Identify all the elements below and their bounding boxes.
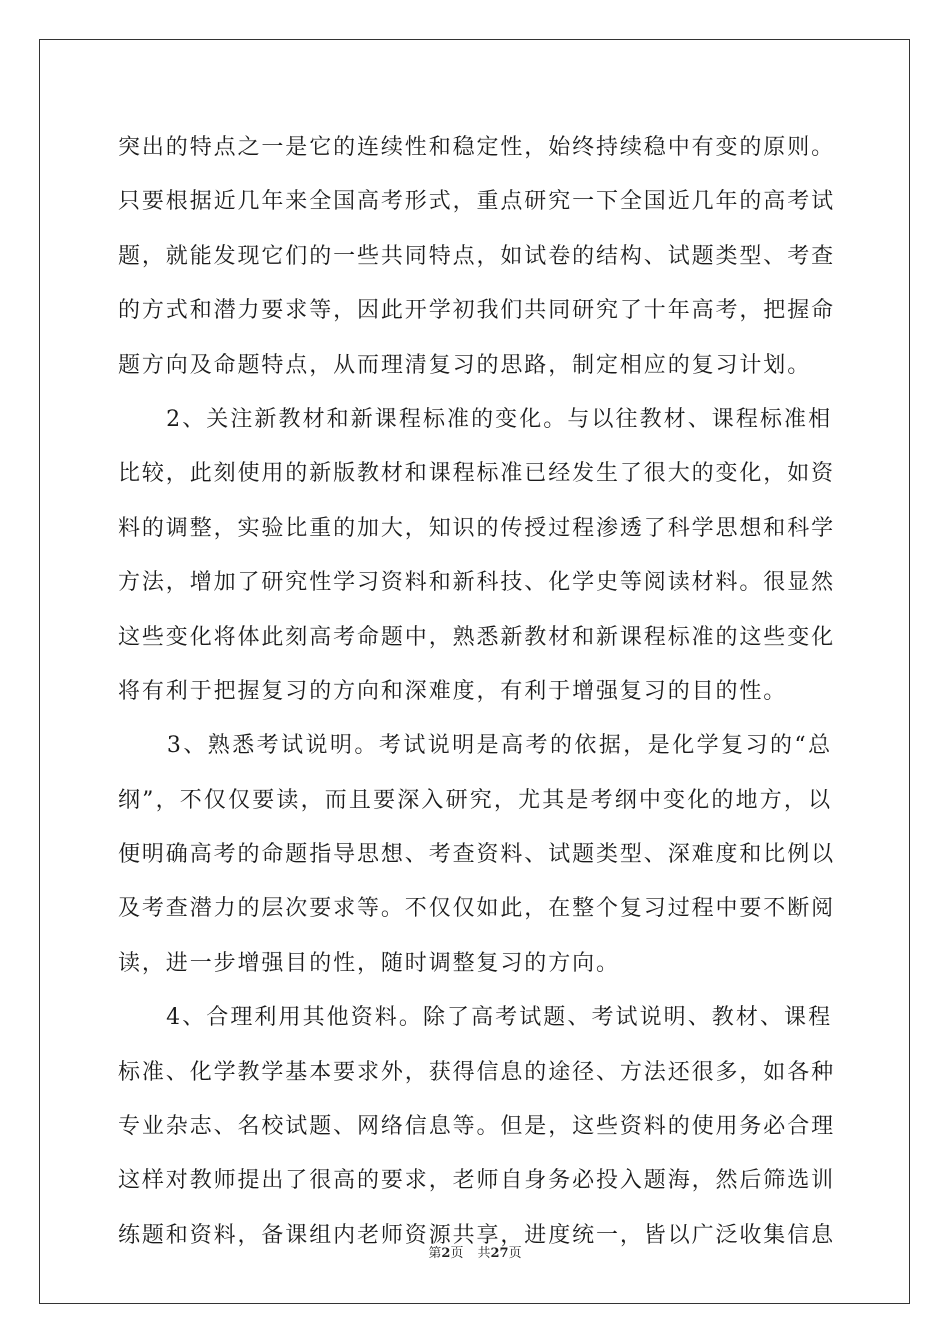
document-body xyxy=(118,128,836,1270)
text-line: 只要根据近几年来全国高考形式，重点研究一下全国近几年的高考试 xyxy=(118,189,836,215)
current-page-number: 2 xyxy=(441,1246,451,1261)
text-line: 题方向及命题特点，从而理清复习的思路，制定相应的复习计划。 xyxy=(118,352,812,378)
text-line: 突出的特点之一是它的连续性和稳定性，始终持续稳中有变的原则。 xyxy=(118,135,836,160)
text-line: 方法，增加了研究性学习资料和新科技、化学史等阅读材料。很显然 xyxy=(118,570,836,596)
total-page-count: 27 xyxy=(490,1246,509,1261)
text-line: 2、关注新教材和新课程标准的变化。与以往教材、课程标准相 xyxy=(118,406,832,432)
text-line: 标准、化学教学基本要求外，获得信息的途径、方法还很多，如各种 xyxy=(118,1059,836,1085)
text-line: 及考查潜力的层次要求等。不仅仅如此，在整个复习过程中要不断阅 xyxy=(118,896,836,922)
text-line: 这样对教师提出了很高的要求，老师自身务必投入题海，然后筛选训 xyxy=(118,1168,836,1194)
text-line: 便明确高考的命题指导思想、考查资料、试题类型、深难度和比例以 xyxy=(118,842,836,868)
page-prefix: 第 xyxy=(428,1246,442,1261)
text-line: 的方式和潜力要求等，因此开学初我们共同研究了十年高考，把握命 xyxy=(118,298,836,324)
text-line: 题，就能发现它们的一些共同特点，如试卷的结构、试题类型、考查 xyxy=(118,243,836,269)
text-line: 纲”，不仅仅要读，而且要深入研究，尤其是考纲中变化的地方，以 xyxy=(118,787,832,813)
text-line: 比较，此刻使用的新版教材和课程标准已经发生了很大的变化，如资 xyxy=(118,461,836,487)
page-unit: 页 xyxy=(450,1246,464,1261)
text-line: 3、熟悉考试说明。考试说明是高考的依据，是化学复习的“总 xyxy=(118,733,832,759)
text-line: 将有利于把握复习的方向和深难度，有利于增强复习的目的性。 xyxy=(118,678,788,704)
page-footer xyxy=(0,1242,950,1261)
text-line: 练题和资料，备课组内老师资源共享，进度统一，皆以广泛收集信息 xyxy=(118,1222,836,1248)
text-line: 料的调整，实验比重的加大，知识的传授过程渗透了科学思想和科学 xyxy=(118,515,836,541)
total-unit: 页 xyxy=(508,1246,522,1261)
text-line: 4、合理利用其他资料。除了高考试题、考试说明、教材、课程 xyxy=(118,1005,832,1031)
text-line: 专业杂志、名校试题、网络信息等。但是，这些资料的使用务必合理 xyxy=(118,1114,836,1140)
text-line: 读，进一步增强目的性，随时调整复习的方向。 xyxy=(118,950,620,976)
total-prefix: 共 xyxy=(477,1246,491,1261)
text-line: 这些变化将体此刻高考命题中，熟悉新教材和新课程标准的这些变化 xyxy=(118,624,836,650)
